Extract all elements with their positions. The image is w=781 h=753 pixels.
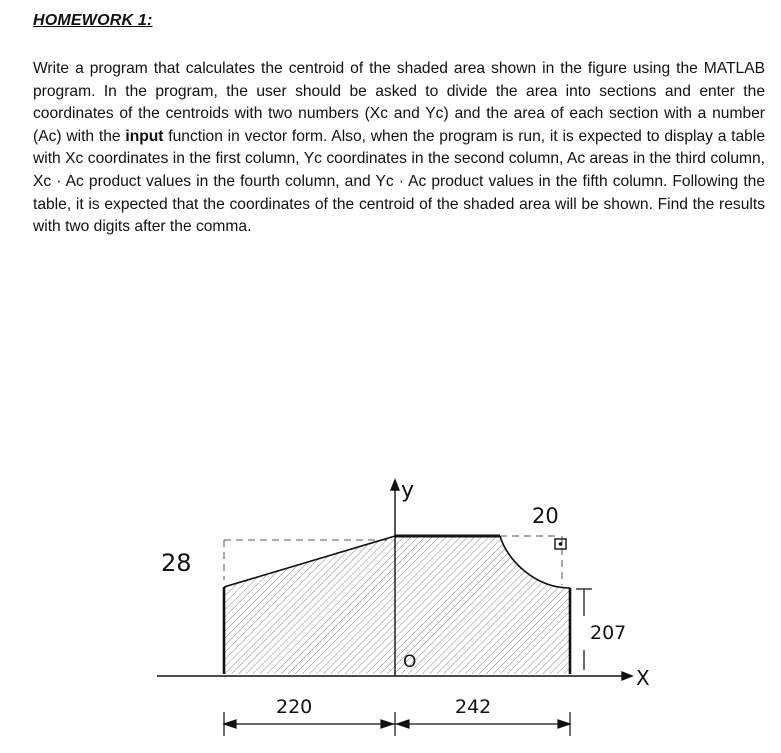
statement-bold-input: input <box>125 127 164 145</box>
statement-part-1: Write a program that calculates the centroid of the shaded area shown in the figure using the MATLAB program. In the program, the user should be asked to divide the area into sections and enter the coordinates of the centroids with two numbers (Xc and Yc) and the area of each section with a number (Ac) with the <box>33 60 765 145</box>
y-axis-arrow <box>391 480 399 490</box>
left-width-label: 220 <box>276 696 313 718</box>
x-axis-arrow <box>622 672 632 680</box>
left-height-label: 28 <box>161 549 192 577</box>
homework-heading: HOMEWORK 1: <box>33 12 153 29</box>
origin-label: O <box>403 652 417 672</box>
top-dimension-label: 20 <box>532 504 559 528</box>
x-axis-label: X <box>636 666 650 690</box>
problem-statement <box>33 58 765 239</box>
shaded-area <box>224 536 570 674</box>
right-width-label: 242 <box>455 696 492 718</box>
statement-part-2: function in vector form. Also, when the program is run, it is expected to display a table with Xc coordinates in the first column, Yc coordinates in the second column, Ac areas in the third column, Xc · Ac product values in the fourth column, and Yc · Ac product values in the fifth column. Following the table, it is expected that the coordinates of the centroid of the shaded area will be shown. Find the results with two digits after the comma. <box>33 127 765 236</box>
centroid-figure <box>0 460 781 753</box>
y-axis-label: y <box>401 478 415 503</box>
right-height-label: 207 <box>590 622 627 644</box>
